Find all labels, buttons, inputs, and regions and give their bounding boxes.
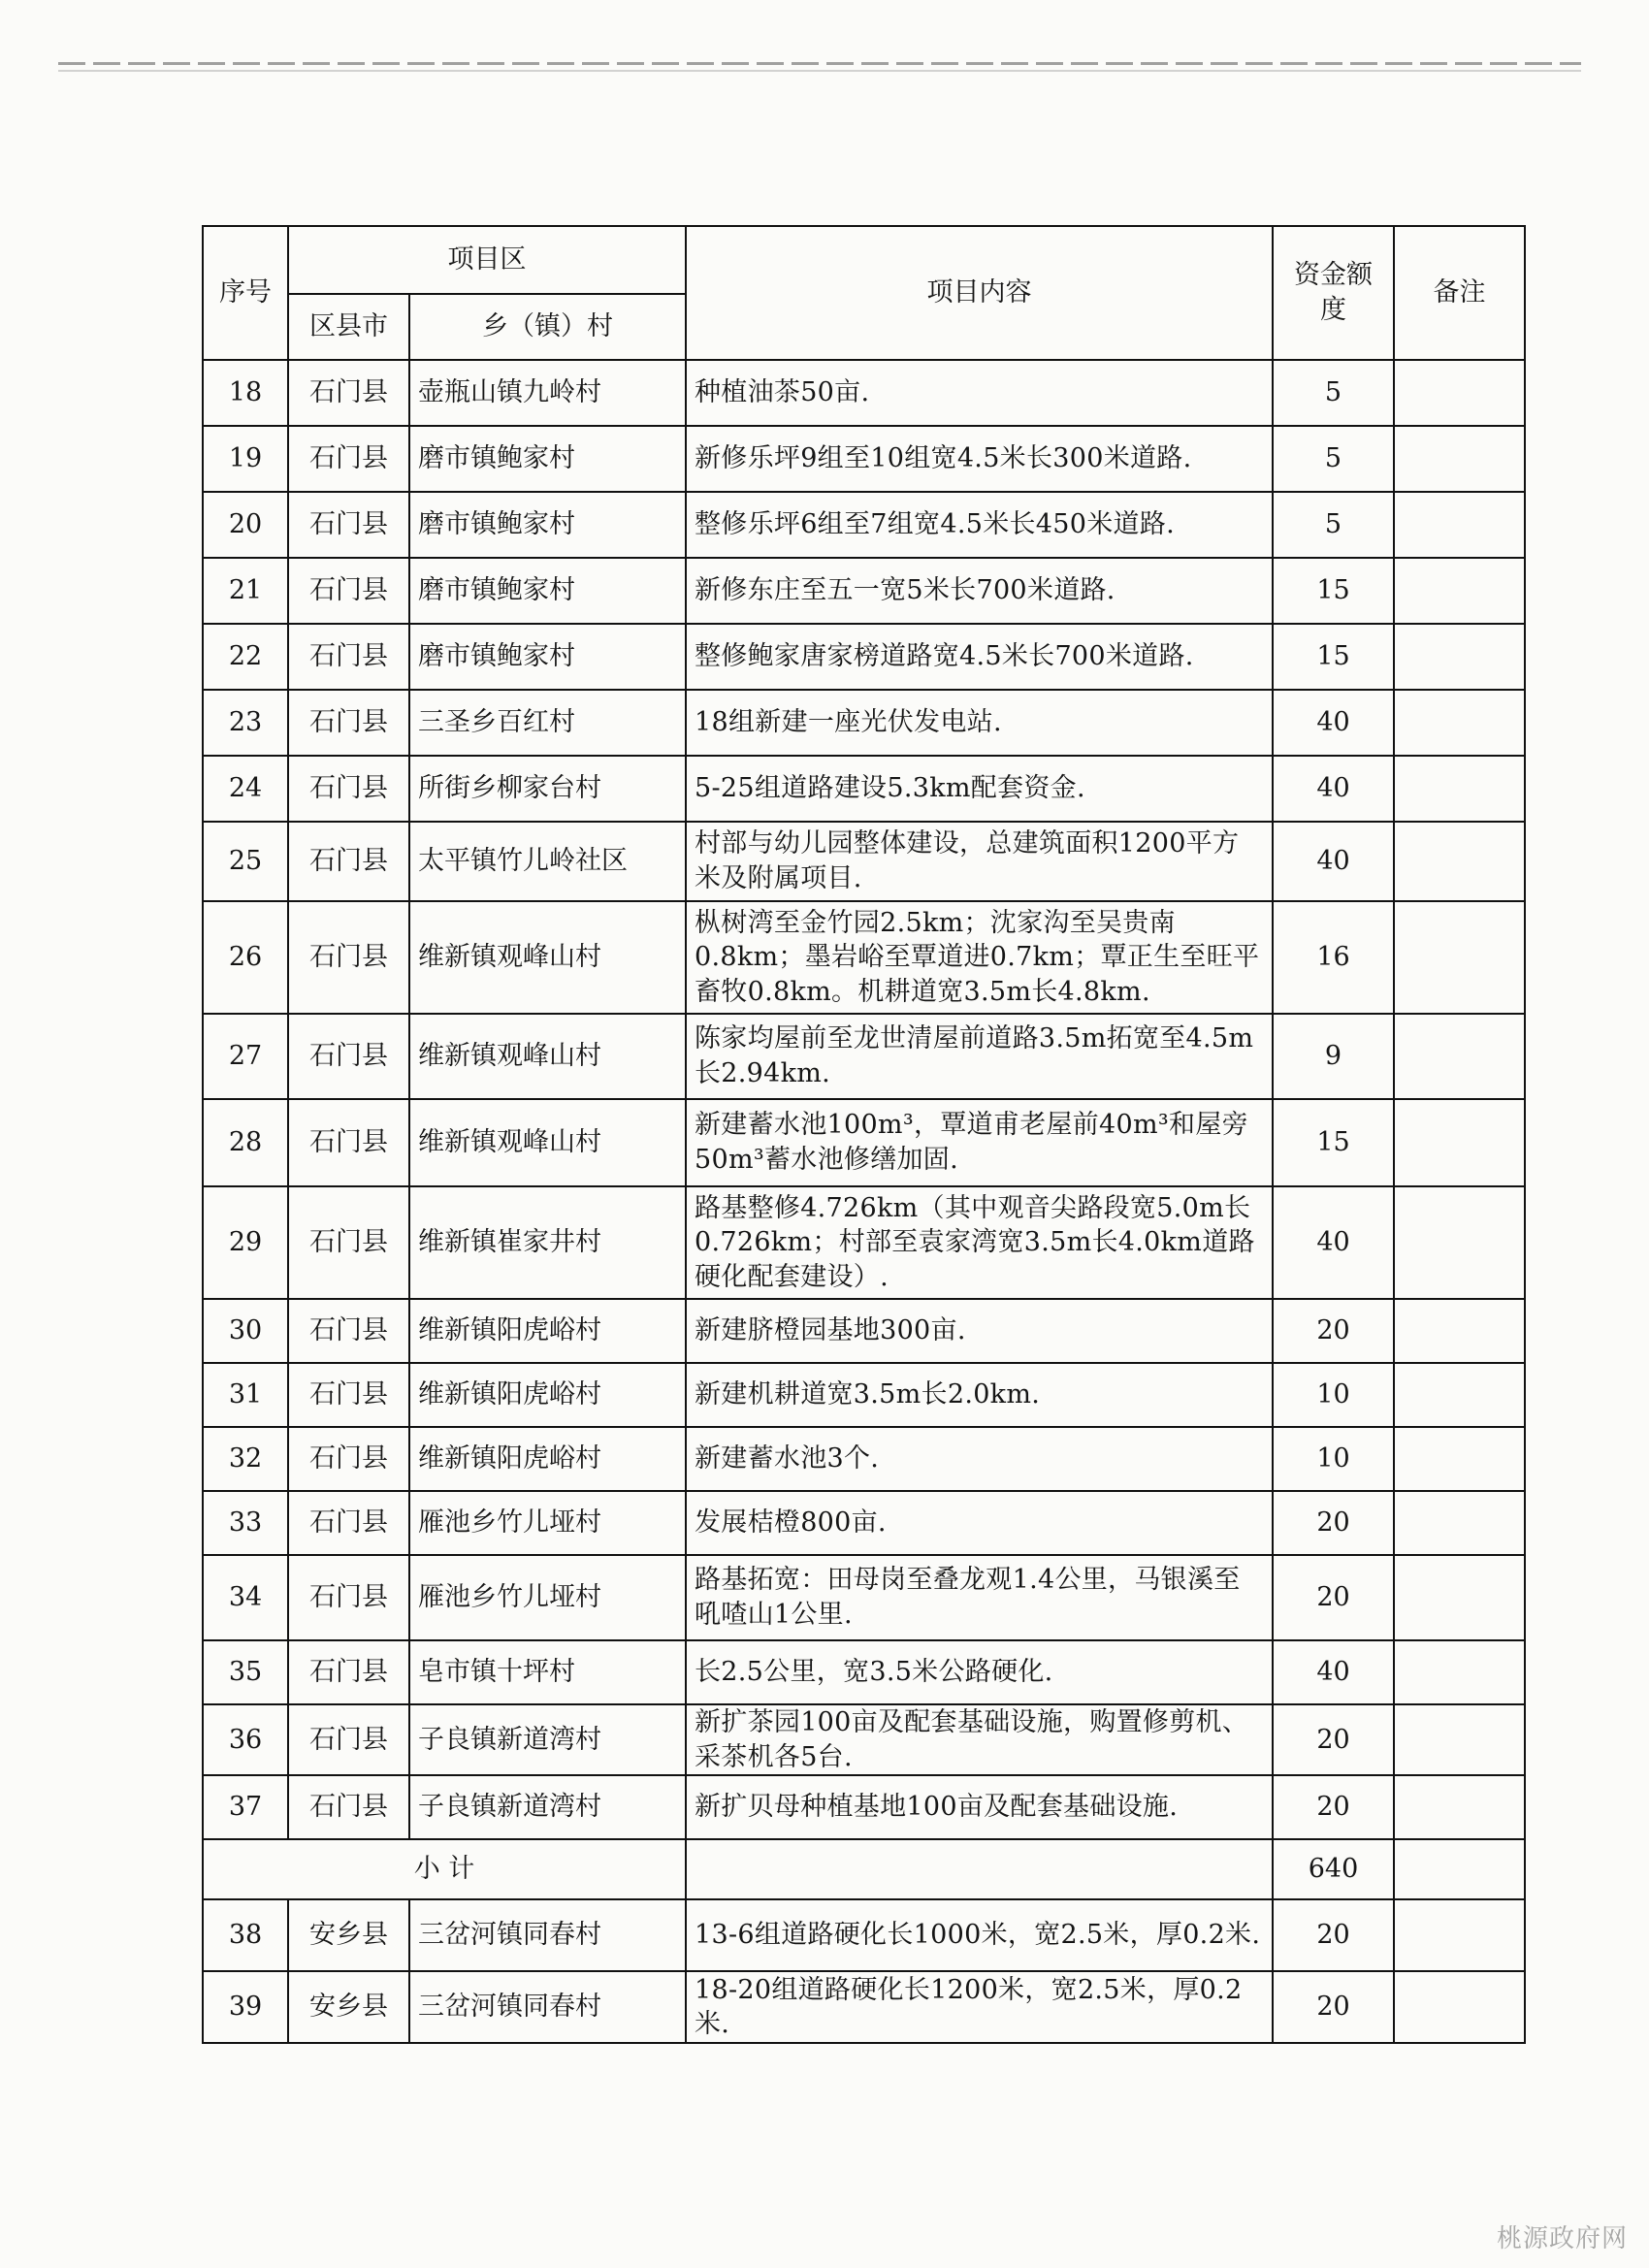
row-amount: 9 (1273, 1014, 1394, 1099)
project-table (202, 225, 1526, 2044)
row-content: 新扩贝母种植基地100亩及配套基础设施. (686, 1775, 1273, 1839)
row-county: 石门县 (288, 1555, 409, 1640)
table-row (203, 690, 1525, 756)
row-content: 新建机耕道宽3.5m长2.0km. (686, 1363, 1273, 1427)
row-seq: 31 (203, 1363, 288, 1427)
row-amount: 40 (1273, 1640, 1394, 1704)
table-row (203, 1427, 1525, 1491)
row-remark (1394, 1775, 1525, 1839)
row-seq: 30 (203, 1299, 288, 1363)
row-amount: 20 (1273, 1299, 1394, 1363)
row-content: 陈家均屋前至龙世清屋前道路3.5m拓宽至4.5m长2.94km. (686, 1014, 1273, 1099)
table-row (203, 558, 1525, 624)
row-amount: 20 (1273, 1971, 1394, 2043)
row-county: 安乡县 (288, 1899, 409, 1971)
row-content: 路基拓宽：田母岗至叠龙观1.4公里，马银溪至吼喳山1公里. (686, 1555, 1273, 1640)
table-row (203, 1971, 1525, 2043)
row-remark (1394, 360, 1525, 426)
row-remark (1394, 492, 1525, 558)
table-row (203, 1014, 1525, 1099)
row-village: 三岔河镇同春村 (409, 1899, 686, 1971)
row-remark (1394, 1363, 1525, 1427)
row-seq: 33 (203, 1491, 288, 1555)
row-village: 壶瓶山镇九岭村 (409, 360, 686, 426)
row-remark (1394, 1491, 1525, 1555)
row-amount: 20 (1273, 1555, 1394, 1640)
row-county: 石门县 (288, 492, 409, 558)
row-content: 枞树湾至金竹园2.5km；沈家沟至吴贵南0.8km；墨岩峪至覃道进0.7km；覃正生至旺平畜牧0.8km。机耕道宽3.5m长4.8km. (686, 901, 1273, 1014)
row-remark (1394, 1427, 1525, 1491)
row-amount: 40 (1273, 1186, 1394, 1299)
row-county: 石门县 (288, 1099, 409, 1186)
row-remark (1394, 1704, 1525, 1775)
header-town-village: 乡（镇）村 (409, 294, 686, 360)
row-content: 18-20组道路硬化长1200米，宽2.5米，厚0.2米. (686, 1971, 1273, 2043)
row-remark (1394, 690, 1525, 756)
row-village: 磨市镇鲍家村 (409, 558, 686, 624)
row-seq: 29 (203, 1186, 288, 1299)
row-remark (1394, 624, 1525, 690)
row-village: 太平镇竹儿岭社区 (409, 822, 686, 901)
subtotal-row (203, 1839, 1525, 1899)
row-county: 石门县 (288, 1299, 409, 1363)
row-seq: 18 (203, 360, 288, 426)
row-village: 雁池乡竹儿垭村 (409, 1555, 686, 1640)
row-village: 磨市镇鲍家村 (409, 492, 686, 558)
subtotal-remark (1394, 1839, 1525, 1899)
row-remark (1394, 1555, 1525, 1640)
row-county: 石门县 (288, 624, 409, 690)
row-seq: 34 (203, 1555, 288, 1640)
table-row (203, 901, 1525, 1014)
row-remark (1394, 1186, 1525, 1299)
row-amount: 20 (1273, 1704, 1394, 1775)
table-row (203, 360, 1525, 426)
row-county: 石门县 (288, 756, 409, 822)
row-village: 子良镇新道湾村 (409, 1775, 686, 1839)
row-content: 整修鲍家唐家榜道路宽4.5米长700米道路. (686, 624, 1273, 690)
table-row (203, 1363, 1525, 1427)
header-remark: 备注 (1394, 226, 1525, 360)
row-seq: 23 (203, 690, 288, 756)
row-amount: 15 (1273, 624, 1394, 690)
row-seq: 36 (203, 1704, 288, 1775)
table-row (203, 756, 1525, 822)
row-remark (1394, 1014, 1525, 1099)
row-village: 雁池乡竹儿垭村 (409, 1491, 686, 1555)
row-content: 路基整修4.726km（其中观音尖路段宽5.0m长0.726km；村部至袁家湾宽3.5m长4.0km道路硬化配套建设）. (686, 1186, 1273, 1299)
row-county: 石门县 (288, 1427, 409, 1491)
row-county: 石门县 (288, 1775, 409, 1839)
row-content: 18组新建一座光伏发电站. (686, 690, 1273, 756)
row-village: 三岔河镇同春村 (409, 1971, 686, 2043)
row-remark (1394, 1299, 1525, 1363)
row-county: 安乡县 (288, 1971, 409, 2043)
row-content: 5-25组道路建设5.3km配套资金. (686, 756, 1273, 822)
table-row (203, 1186, 1525, 1299)
row-village: 维新镇阳虎峪村 (409, 1427, 686, 1491)
row-content: 13-6组道路硬化长1000米，宽2.5米，厚0.2米. (686, 1899, 1273, 1971)
row-county: 石门县 (288, 690, 409, 756)
row-amount: 5 (1273, 360, 1394, 426)
row-seq: 19 (203, 426, 288, 492)
table-row (203, 1775, 1525, 1839)
table-row (203, 426, 1525, 492)
row-content: 长2.5公里，宽3.5米公路硬化. (686, 1640, 1273, 1704)
subtotal-content (686, 1839, 1273, 1899)
row-seq: 37 (203, 1775, 288, 1839)
header-county: 区县市 (288, 294, 409, 360)
row-content: 新建脐橙园基地300亩. (686, 1299, 1273, 1363)
row-seq: 22 (203, 624, 288, 690)
row-seq: 39 (203, 1971, 288, 2043)
row-amount: 40 (1273, 690, 1394, 756)
row-village: 磨市镇鲍家村 (409, 426, 686, 492)
row-county: 石门县 (288, 1014, 409, 1099)
row-amount: 20 (1273, 1775, 1394, 1839)
row-seq: 26 (203, 901, 288, 1014)
row-remark (1394, 558, 1525, 624)
row-seq: 24 (203, 756, 288, 822)
row-village: 子良镇新道湾村 (409, 1704, 686, 1775)
header-amount: 资金额度 (1273, 226, 1394, 360)
header-content: 项目内容 (686, 226, 1273, 360)
table-row (203, 1555, 1525, 1640)
row-amount: 10 (1273, 1427, 1394, 1491)
row-village: 维新镇观峰山村 (409, 901, 686, 1014)
table-row (203, 624, 1525, 690)
row-remark (1394, 822, 1525, 901)
row-amount: 5 (1273, 426, 1394, 492)
row-seq: 25 (203, 822, 288, 901)
row-village: 维新镇崔家井村 (409, 1186, 686, 1299)
row-remark (1394, 756, 1525, 822)
row-seq: 27 (203, 1014, 288, 1099)
table-row (203, 1640, 1525, 1704)
row-seq: 28 (203, 1099, 288, 1186)
table-body-b (203, 1899, 1525, 2043)
row-seq: 21 (203, 558, 288, 624)
row-content: 整修乐坪6组至7组宽4.5米长450米道路. (686, 492, 1273, 558)
row-remark (1394, 1899, 1525, 1971)
row-county: 石门县 (288, 360, 409, 426)
subtotal-amount: 640 (1273, 1839, 1394, 1899)
row-county: 石门县 (288, 1186, 409, 1299)
row-content: 新建蓄水池100m³，覃道甫老屋前40m³和屋旁50m³蓄水池修缮加固. (686, 1099, 1273, 1186)
table-row (203, 1099, 1525, 1186)
top-rule-secondary (58, 70, 1581, 72)
row-village: 所街乡柳家台村 (409, 756, 686, 822)
row-amount: 20 (1273, 1899, 1394, 1971)
row-seq: 38 (203, 1899, 288, 1971)
row-remark (1394, 1640, 1525, 1704)
row-village: 维新镇观峰山村 (409, 1099, 686, 1186)
row-amount: 5 (1273, 492, 1394, 558)
row-amount: 40 (1273, 756, 1394, 822)
row-county: 石门县 (288, 1363, 409, 1427)
row-amount: 40 (1273, 822, 1394, 901)
row-village: 磨市镇鲍家村 (409, 624, 686, 690)
table-row (203, 1491, 1525, 1555)
row-village: 皂市镇十坪村 (409, 1640, 686, 1704)
row-content: 新修乐坪9组至10组宽4.5米长300米道路. (686, 426, 1273, 492)
row-remark (1394, 1099, 1525, 1186)
row-amount: 15 (1273, 558, 1394, 624)
row-content: 种植油茶50亩. (686, 360, 1273, 426)
row-county: 石门县 (288, 558, 409, 624)
top-rule (58, 62, 1581, 65)
header-project-area: 项目区 (288, 226, 686, 294)
row-amount: 16 (1273, 901, 1394, 1014)
row-content: 发展桔橙800亩. (686, 1491, 1273, 1555)
subtotal-label: 小 计 (203, 1839, 686, 1899)
row-amount: 15 (1273, 1099, 1394, 1186)
row-village: 维新镇观峰山村 (409, 1014, 686, 1099)
table-row (203, 1299, 1525, 1363)
row-village: 维新镇阳虎峪村 (409, 1299, 686, 1363)
row-content: 新修东庄至五一宽5米长700米道路. (686, 558, 1273, 624)
table-row (203, 492, 1525, 558)
row-village: 维新镇阳虎峪村 (409, 1363, 686, 1427)
subtotal-body (203, 1839, 1525, 1899)
watermark: 桃源政府网 (1496, 2224, 1628, 2253)
row-amount: 20 (1273, 1491, 1394, 1555)
row-county: 石门县 (288, 1640, 409, 1704)
row-village: 三圣乡百红村 (409, 690, 686, 756)
row-content: 新建蓄水池3个. (686, 1427, 1273, 1491)
row-county: 石门县 (288, 426, 409, 492)
row-remark (1394, 901, 1525, 1014)
table-row (203, 1704, 1525, 1775)
row-seq: 32 (203, 1427, 288, 1491)
row-county: 石门县 (288, 822, 409, 901)
row-seq: 35 (203, 1640, 288, 1704)
row-remark (1394, 426, 1525, 492)
table-body-a (203, 360, 1525, 1839)
row-remark (1394, 1971, 1525, 2043)
row-seq: 20 (203, 492, 288, 558)
table-row (203, 822, 1525, 901)
row-amount: 10 (1273, 1363, 1394, 1427)
row-county: 石门县 (288, 1704, 409, 1775)
row-county: 石门县 (288, 1491, 409, 1555)
row-county: 石门县 (288, 901, 409, 1014)
row-content: 新扩茶园100亩及配套基础设施，购置修剪机、采茶机各5台. (686, 1704, 1273, 1775)
header-seq: 序号 (203, 226, 288, 360)
table-row (203, 1899, 1525, 1971)
row-content: 村部与幼儿园整体建设，总建筑面积1200平方米及附属项目. (686, 822, 1273, 901)
